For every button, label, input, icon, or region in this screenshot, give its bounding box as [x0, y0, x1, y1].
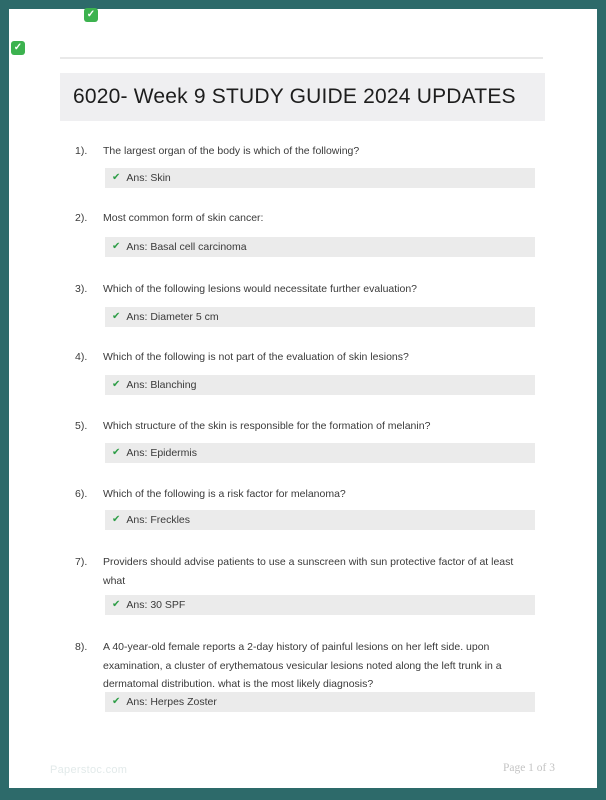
- question-text: The largest organ of the body is which of the following?: [103, 145, 360, 157]
- answer-box: [105, 443, 535, 463]
- answer-check-icon: ✔: [112, 311, 121, 322]
- page-number: Page 1 of 3: [502, 762, 555, 774]
- answer-box: [105, 510, 535, 530]
- answer-text: Ans: Herpes Zoster: [126, 696, 217, 708]
- question-text: Which of the following is a risk factor for melanoma?: [103, 488, 346, 500]
- answer-check-icon: ✔: [112, 172, 121, 183]
- answer-text: Ans: Blanching: [126, 379, 197, 391]
- answer-check-icon: ✔: [112, 379, 121, 390]
- question-text: Most common form of skin cancer:: [103, 212, 264, 224]
- title-banner: [60, 73, 545, 121]
- answer-text: Ans: 30 SPF: [126, 599, 186, 611]
- verified-check-icon: [84, 8, 98, 22]
- question-number: 5).: [75, 420, 88, 432]
- question-number: 4).: [75, 351, 88, 363]
- check-glyph: ✓: [13, 42, 23, 53]
- answer-check-icon: ✔: [112, 599, 121, 610]
- question-text: Which structure of the skin is responsible for the formation of melanin?: [103, 420, 431, 432]
- question-text: Which of the following is not part of the evaluation of skin lesions?: [103, 351, 409, 363]
- question-number: 2).: [75, 212, 88, 224]
- answer-box: [105, 595, 535, 615]
- answer-check-icon: ✔: [112, 241, 121, 252]
- question-text: A 40-year-old female reports a 2-day history of painful lesions on her left side. upon examination, a cluster of erythematous vesicular lesions noted along the left trunk in a dermatomal distribution. what is the most likely diagnosis?: [103, 641, 502, 690]
- answer-check-icon: ✔: [112, 514, 121, 525]
- answer-text: Ans: Skin: [126, 172, 171, 184]
- question-number: 7).: [75, 556, 88, 568]
- page-border-bottom: [0, 788, 606, 800]
- question-number: 6).: [75, 488, 88, 500]
- answer-box: [105, 307, 535, 327]
- answer-text: Ans: Freckles: [126, 514, 190, 526]
- question-text: Providers should advise patients to use a sunscreen with sun protective factor of at least what: [103, 556, 514, 587]
- answer-box: [105, 692, 535, 712]
- question-text: Which of the following lesions would necessitate further evaluation?: [103, 283, 418, 295]
- answer-box: [105, 168, 535, 188]
- question-number: 3).: [75, 283, 88, 295]
- answer-check-icon: ✔: [112, 696, 121, 707]
- answer-text: Ans: Basal cell carcinoma: [126, 241, 247, 253]
- answer-text: Ans: Diameter 5 cm: [126, 311, 219, 323]
- question-number: 8).: [75, 641, 88, 653]
- watermark: Paperstoc.com: [50, 764, 128, 776]
- answer-text: Ans: Epidermis: [126, 447, 197, 459]
- answer-box: [105, 375, 535, 395]
- answer-box: [105, 237, 535, 257]
- page-title: 6020- Week 9 STUDY GUIDE 2024 UPDATES: [73, 85, 516, 108]
- check-glyph: ✓: [86, 9, 96, 20]
- page-border-right: [597, 0, 606, 800]
- header-divider: [60, 57, 543, 59]
- question-number: 1).: [75, 145, 88, 157]
- answer-check-icon: ✔: [112, 447, 121, 458]
- page-border-left: [0, 0, 9, 800]
- verified-check-icon: [11, 41, 25, 55]
